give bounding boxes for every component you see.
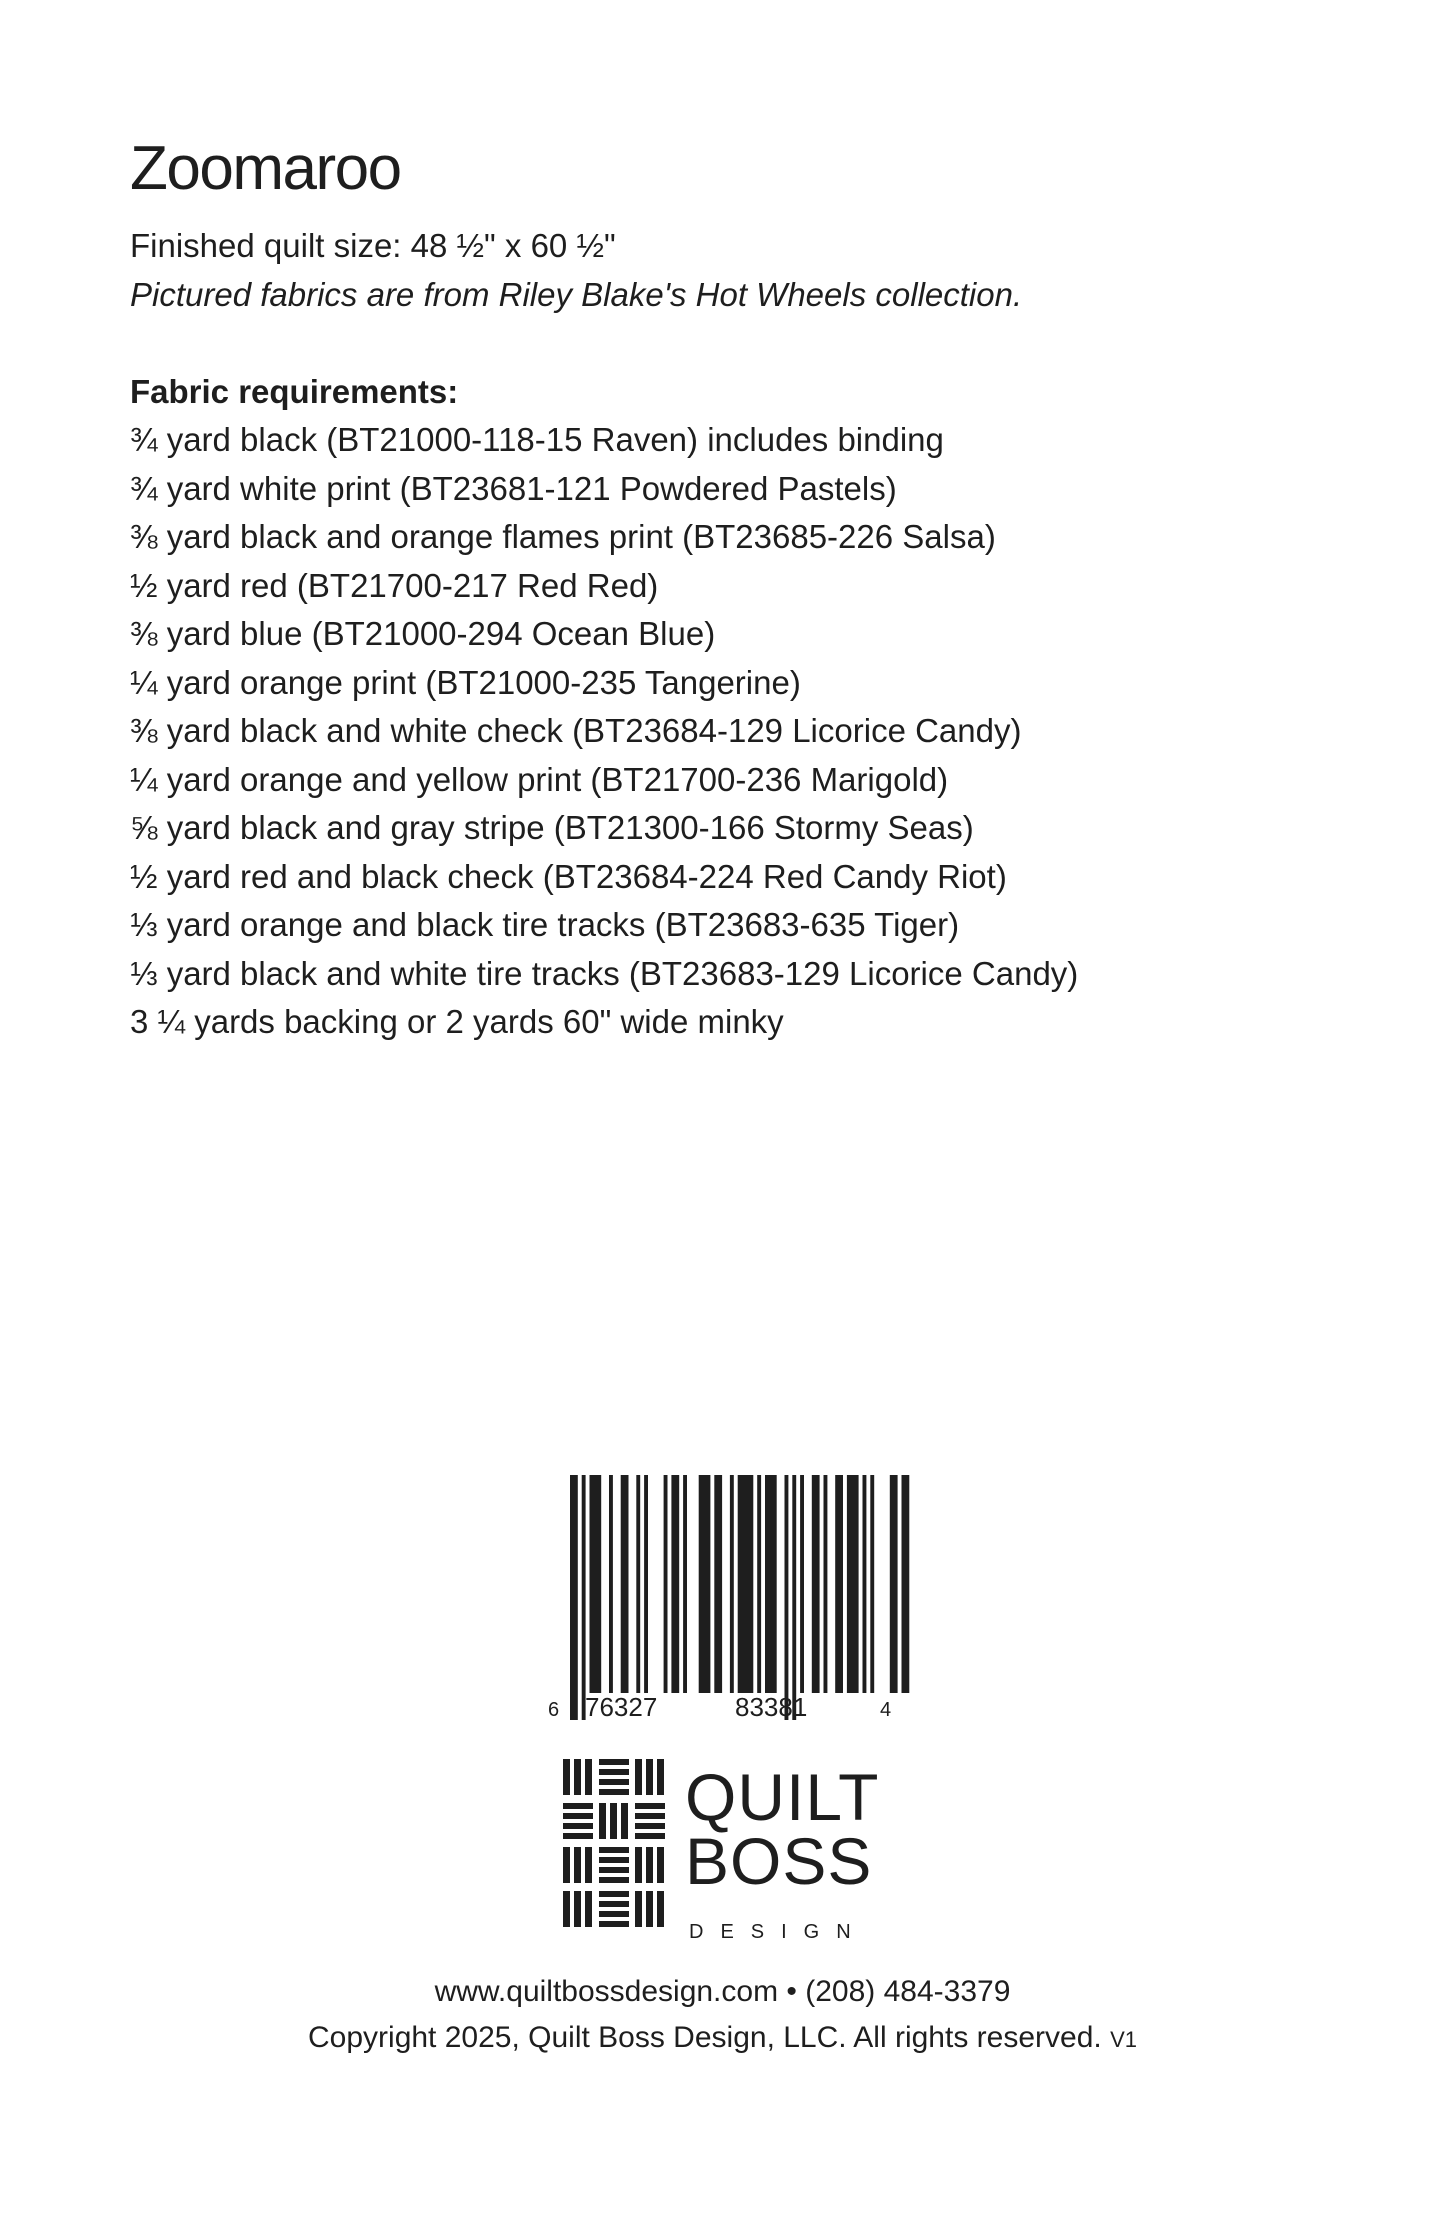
barcode-bar bbox=[636, 1475, 640, 1693]
barcode-bar bbox=[902, 1475, 910, 1693]
fabric-item: ¼ yard orange print (BT21000-235 Tangerine) bbox=[130, 663, 801, 701]
barcode-digit-last: 4 bbox=[880, 1699, 892, 1721]
barcode-bar bbox=[664, 1475, 668, 1693]
fabric-item: ⅜ yard blue (BT21000-294 Ocean Blue) bbox=[130, 615, 716, 652]
contact-line: www.quiltbossdesign.com • (208) 484-3379 bbox=[434, 1975, 1011, 2008]
spacer bbox=[130, 319, 1078, 368]
fabric-item: ⅜ yard black and orange flames print (BT23685-226 Salsa) bbox=[130, 518, 996, 555]
logo-word-design: DESIGN bbox=[689, 1921, 868, 1943]
barcode-bar bbox=[590, 1475, 602, 1693]
barcode-bar bbox=[730, 1475, 734, 1693]
fabric-requirements-heading: Fabric requirements: bbox=[130, 372, 459, 410]
barcode-bar bbox=[785, 1475, 789, 1720]
quilt-boss-logo bbox=[563, 1757, 903, 1943]
fabric-item: ¾ yard black (BT21000-118-15 Raven) includes binding bbox=[130, 421, 944, 458]
barcode-bar bbox=[870, 1475, 874, 1693]
fabric-item: ⅓ yard black and white tire tracks (BT23683-129 Licorice Candy) bbox=[130, 954, 1079, 992]
barcode-bar bbox=[570, 1475, 578, 1720]
fabric-item: ¼ yard orange and yellow print (BT21700-236 Marigold) bbox=[130, 760, 949, 798]
barcode-bar bbox=[644, 1475, 648, 1693]
fabric-item: ⅓ yard orange and black tire tracks (BT23683-635 Tiger) bbox=[130, 906, 960, 943]
fabric-item: ½ yard red (BT21700-217 Red Red) bbox=[130, 566, 659, 604]
logo-word-boss: BOSS bbox=[685, 1824, 873, 1898]
copyright-text: Copyright 2025, Quilt Boss Design, LLC. All rights reserved. bbox=[308, 2021, 1102, 2054]
fabric-requirements-list bbox=[130, 416, 1078, 1047]
logo-wordmark bbox=[685, 1760, 880, 1944]
barcode-bar bbox=[714, 1475, 722, 1693]
barcode-digit-first: 6 bbox=[548, 1699, 560, 1721]
barcode-bar bbox=[800, 1475, 804, 1693]
fabric-item: ½ yard red and black check (BT23684-224 Red Candy Riot) bbox=[130, 857, 1007, 895]
barcode-bar bbox=[890, 1475, 898, 1693]
barcode-bar bbox=[671, 1475, 679, 1693]
fabric-item: ⅜ yard black and white check (BT23684-129 Licorice Candy) bbox=[130, 712, 1022, 749]
barcode-bar bbox=[863, 1475, 867, 1693]
barcode-bars bbox=[570, 1475, 910, 1720]
pattern-info bbox=[130, 222, 1078, 1047]
barcode-bar bbox=[757, 1475, 761, 1693]
barcode-bar bbox=[699, 1475, 711, 1693]
logo-word-quilt: QUILT bbox=[685, 1760, 880, 1834]
barcode-bar bbox=[738, 1475, 754, 1693]
barcode-bar bbox=[683, 1475, 687, 1693]
pictured-fabrics-note: Pictured fabrics are from Riley Blake's Hot Wheels collection. bbox=[130, 275, 1023, 313]
barcode-bar bbox=[621, 1475, 629, 1693]
finished-size: Finished quilt size: 48 ½" x 60 ½" bbox=[130, 227, 616, 264]
logo-mark-icon bbox=[563, 1757, 665, 1933]
copyright-line bbox=[0, 2015, 1445, 2063]
fabric-item: ⅝ yard black and gray stripe (BT21300-166 Stormy Seas) bbox=[130, 809, 974, 846]
barcode-bar bbox=[609, 1475, 613, 1693]
fabric-item: ¾ yard white print (BT23681-121 Powdered Pastels) bbox=[130, 469, 897, 507]
barcode-bar bbox=[765, 1475, 777, 1693]
barcode-bar bbox=[824, 1475, 828, 1693]
pattern-title: Zoomaroo bbox=[130, 134, 401, 203]
barcode-bar bbox=[792, 1475, 796, 1720]
upc-barcode bbox=[540, 1475, 910, 1725]
barcode-bar bbox=[847, 1475, 859, 1693]
barcode-bar bbox=[582, 1475, 586, 1720]
fabric-item: 3 ¼ yards backing or 2 yards 60" wide minky bbox=[130, 1003, 784, 1040]
version-label: V1 bbox=[1110, 2027, 1137, 2052]
barcode-bar bbox=[835, 1475, 843, 1693]
barcode-group-right: 83381 bbox=[735, 1692, 808, 1722]
barcode-group-left: 76327 bbox=[585, 1692, 658, 1722]
barcode-bar bbox=[812, 1475, 820, 1693]
